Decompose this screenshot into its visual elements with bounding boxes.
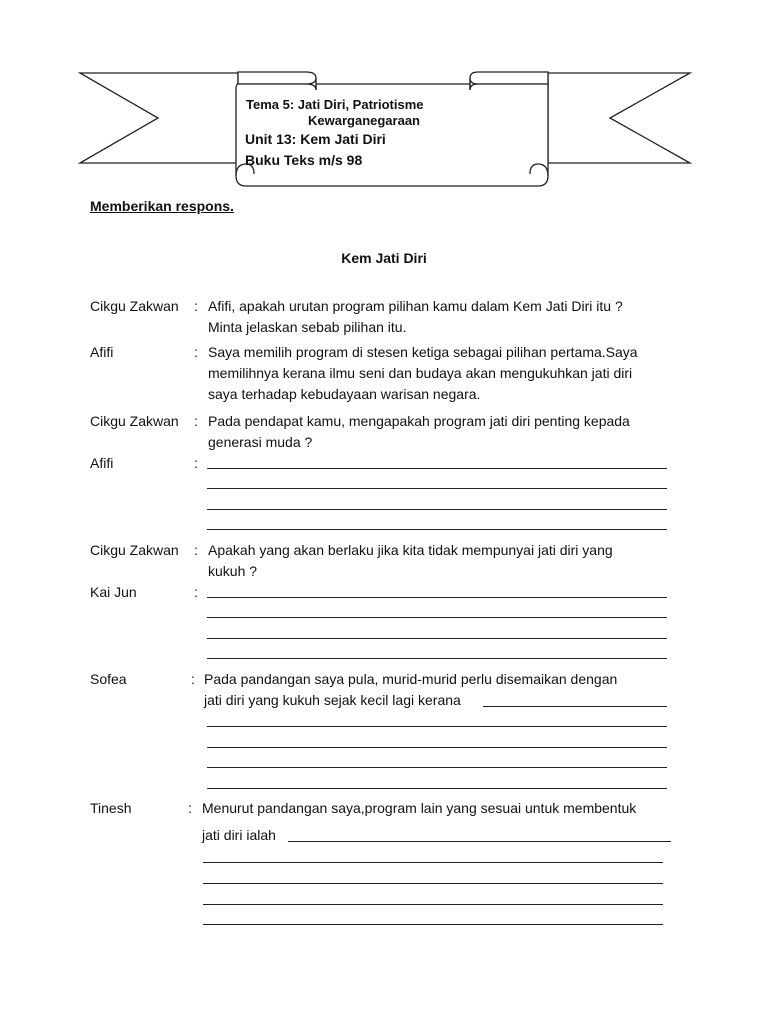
speaker-colon: : <box>194 584 198 600</box>
speaker-colon: : <box>194 542 198 558</box>
answer-blank-line[interactable] <box>207 529 667 530</box>
answer-blank-line[interactable] <box>207 509 667 510</box>
speaker-colon: : <box>191 671 195 687</box>
answer-blank-line[interactable] <box>483 706 667 707</box>
section-heading: Memberikan respons. <box>90 198 234 214</box>
dialogue-line: memilihnya kerana ilmu seni dan budaya akan mengukuhkan jati diri <box>208 365 633 381</box>
dialogue-line: Afifi, apakah urutan program pilihan kamu dalam Kem Jati Diri itu ? <box>208 298 623 314</box>
speaker-name: Sofea <box>90 671 127 687</box>
dialogue-line: Pada pendapat kamu, mengapakah program jati diri penting kepada <box>208 413 630 429</box>
speaker-colon: : <box>194 455 198 471</box>
answer-blank-line[interactable] <box>207 658 667 659</box>
answer-blank-line[interactable] <box>207 726 667 727</box>
speaker-name: Kai Jun <box>90 584 137 600</box>
dialogue-line: jati diri ialah <box>202 827 276 843</box>
dialogue-line: jati diri yang kukuh sejak kecil lagi kerana <box>204 692 461 708</box>
banner-left-tail <box>80 73 238 163</box>
speaker-colon: : <box>194 344 198 360</box>
answer-blank-line[interactable] <box>203 883 663 884</box>
speaker-name: Cikgu Zakwan <box>90 298 179 314</box>
theme-label-line2: Kewarganegaraan <box>308 113 420 128</box>
dialogue-line: Saya memilih program di stesen ketiga sebagai pilihan pertama.Saya <box>208 344 638 360</box>
dialogue-line: Apakah yang akan berlaku jika kita tidak mempunyai jati diri yang <box>208 542 613 558</box>
banner-right-fold <box>470 72 548 84</box>
answer-blank-line[interactable] <box>207 788 667 789</box>
dialogue-line: Menurut pandangan saya,program lain yang sesuai untuk membentuk <box>202 800 637 816</box>
answer-blank-line[interactable] <box>203 862 663 863</box>
dialogue-line: Pada pandangan saya pula, murid-murid perlu disemaikan dengan <box>204 671 618 687</box>
answer-blank-line[interactable] <box>207 767 667 768</box>
banner-left-fold <box>238 72 316 84</box>
answer-blank-line[interactable] <box>207 617 667 618</box>
answer-blank-line[interactable] <box>288 841 671 842</box>
speaker-name: Cikgu Zakwan <box>90 413 179 429</box>
speaker-name: Afifi <box>90 344 114 360</box>
answer-blank-line[interactable] <box>203 924 663 925</box>
book-reference: Buku Teks m/s 98 <box>245 152 363 168</box>
answer-blank-line[interactable] <box>203 904 663 905</box>
speaker-colon: : <box>188 800 192 816</box>
document-title: Kem Jati Diri <box>341 250 427 266</box>
dialogue-line: generasi muda ? <box>208 434 313 450</box>
answer-blank-line[interactable] <box>207 638 667 639</box>
speaker-colon: : <box>194 298 198 314</box>
answer-blank-line[interactable] <box>207 747 667 748</box>
answer-blank-line[interactable] <box>207 597 667 598</box>
dialogue-line: kukuh ? <box>208 563 258 579</box>
speaker-name: Cikgu Zakwan <box>90 542 179 558</box>
speaker-name: Afifi <box>90 455 114 471</box>
theme-label: Tema 5: Jati Diri, Patriotisme <box>246 97 424 112</box>
speaker-colon: : <box>194 413 198 429</box>
unit-label: Unit 13: Kem Jati Diri <box>245 131 386 147</box>
answer-blank-line[interactable] <box>207 468 667 469</box>
dialogue-line: saya terhadap kebudayaan warisan negara. <box>208 386 481 402</box>
speaker-name: Tinesh <box>90 800 132 816</box>
banner-right-tail <box>548 73 690 163</box>
dialogue-line: Minta jelaskan sebab pilihan itu. <box>208 319 407 335</box>
answer-blank-line[interactable] <box>207 488 667 489</box>
